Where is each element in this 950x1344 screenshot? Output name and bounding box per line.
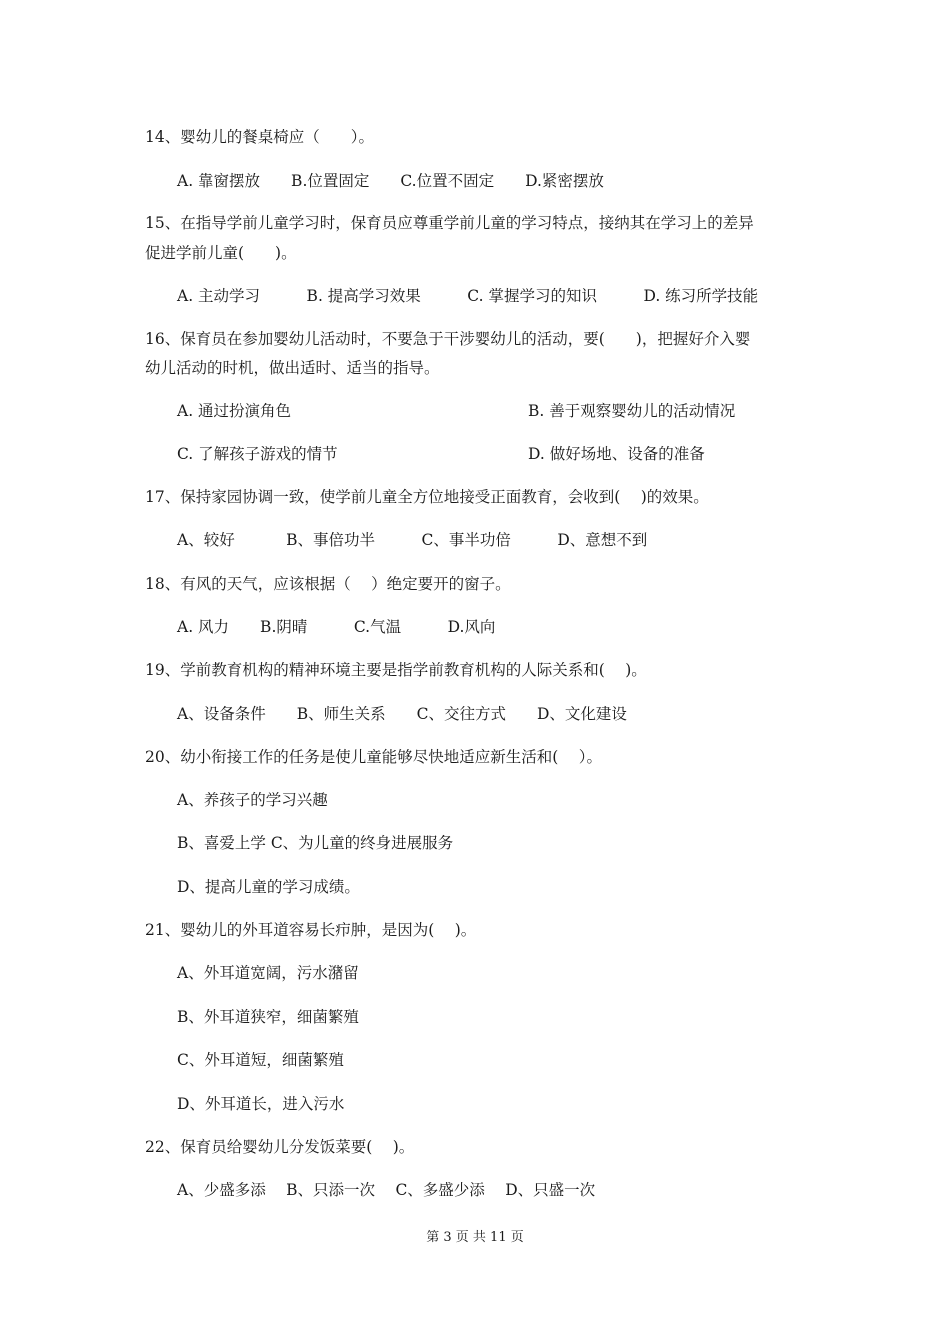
q15-stem-line-1: 15、在指导学前儿童学习时，保育员应尊重学前儿童的学习特点，接纳其在学习上的差异 <box>145 214 754 232</box>
q14-stem-line-1: 14、婴幼儿的餐桌椅应（ ）。 <box>145 128 374 146</box>
q16-option-c: C. 了解孩子游戏的情节 <box>177 445 338 463</box>
q15-options: A. 主动学习 B. 提高学习效果 C. 掌握学习的知识 D. 练习所学技能 <box>177 287 759 305</box>
q21-stem-line-1: 21、婴幼儿的外耳道容易长疖肿，是因为( )。 <box>145 921 477 939</box>
q21-option-d: D、外耳道长，进入污水 <box>177 1095 345 1113</box>
q17-stem-line-1: 17、保持家园协调一致，使学前儿童全方位地接受正面教育，会收到( )的效果。 <box>145 488 709 506</box>
q16-option-d: D. 做好场地、设备的准备 <box>528 445 705 463</box>
q19-stem-line-1: 19、学前教育机构的精神环境主要是指学前教育机构的人际关系和( )。 <box>145 661 647 679</box>
q14-options: A. 靠窗摆放 B.位置固定 C.位置不固定 D.紧密摆放 <box>177 172 604 190</box>
page-number-footer: 第 3 页 共 11 页 <box>426 1230 524 1245</box>
q16-stem-line-1: 16、保育员在参加婴幼儿活动时，不要急于干涉婴幼儿的活动，要( )，把握好介入婴 <box>145 330 751 348</box>
q20-option-a: A、养孩子的学习兴趣 <box>177 791 328 809</box>
q16-stem-line-2: 幼儿活动的时机，做出适时、适当的指导。 <box>145 359 440 377</box>
q22-stem-line-1: 22、保育员给婴幼儿分发饭菜要( )。 <box>145 1138 415 1156</box>
q18-stem-line-1: 18、有风的天气，应该根据（ ）绝定要开的窗子。 <box>145 575 511 593</box>
q20-option-b-c: B、喜爱上学 C、为儿童的终身进展服务 <box>177 834 454 852</box>
q20-option-d: D、提高儿童的学习成绩。 <box>177 878 360 896</box>
q16-option-a: A. 通过扮演角色 <box>177 402 292 420</box>
q20-stem-line-1: 20、幼小衔接工作的任务是使儿童能够尽快地适应新生活和( ）。 <box>145 748 602 766</box>
q22-options: A、少盛多添 B、只添一次 C、多盛少添 D、只盛一次 <box>177 1181 596 1199</box>
q21-option-a: A、外耳道宽阔，污水潴留 <box>177 964 359 982</box>
q17-options: A、较好 B、事倍功半 C、事半功倍 D、意想不到 <box>177 531 648 549</box>
q19-options: A、设备条件 B、师生关系 C、交往方式 D、文化建设 <box>177 705 627 723</box>
q21-option-b: B、外耳道狭窄，细菌繁殖 <box>177 1008 359 1026</box>
q18-options: A. 风力 B.阴晴 C.气温 D.风向 <box>177 618 496 636</box>
q21-option-c: C、外耳道短，细菌繁殖 <box>177 1051 344 1069</box>
q16-option-b: B. 善于观察婴幼儿的活动情况 <box>528 402 736 420</box>
q15-stem-line-2: 促进学前儿童( )。 <box>145 244 297 262</box>
